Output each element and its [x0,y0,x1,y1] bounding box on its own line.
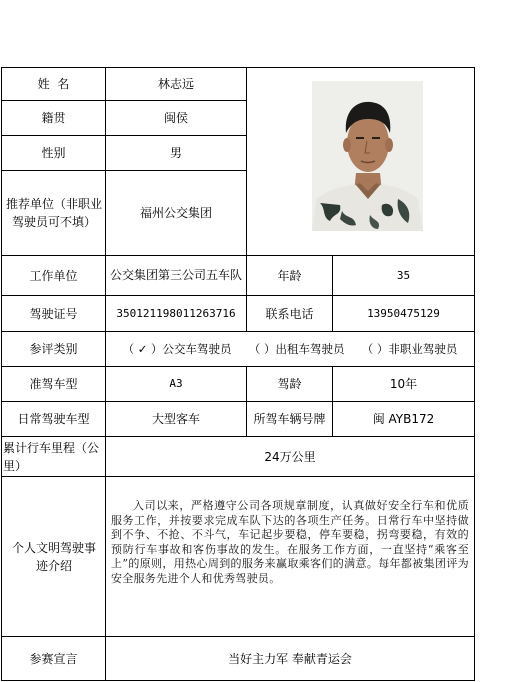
gender-label: 性别 [41,146,66,160]
daily-vehicle-value: 大型客车 [151,412,200,426]
age-value: 35 [396,268,411,282]
slogan-value: 当好主力军 奉献青运会 [228,651,352,666]
intro-text: 入司以来，严格遵守公司各项规章制度，认真做好安全行车和优质服务工作，并按要求完成车队下达的各项生产任务。日常行车中坚持做到不争、不抢、不斗气，车记起步要稳，停车要稳，拐弯要稳，有效的预防行车事故和客伤事故的发生。在服务工作方面，一直坚持“乘客至上”的原则，用热心周到的服务来赢取乘客们的满意。每年都被集团评为安全服务先进个人和优秀驾驶员。 [111,499,469,585]
category-option-bus: （ ✓ ）公交车驾驶员 [122,342,232,356]
category-options [106,332,474,366]
driver-photo [312,81,423,231]
age-label: 年龄 [277,268,302,283]
gender-value: 男 [169,146,182,160]
table-rule [474,67,475,681]
category-label: 参评类别 [29,342,78,356]
vehicle-type-value: A3 [169,377,183,390]
workplace-value: 公交集团第三公司五车队 [110,268,243,282]
phone-label: 联系电话 [265,306,314,321]
category-option-taxi: （ ）出租车驾驶员 [248,342,345,356]
plate-value: 闽 AYB172 [372,412,435,426]
driving-years-value: 10年 [389,377,418,391]
plate-label: 所驾车辆号牌 [253,412,326,426]
category-option-nonprofessional: （ ）非职业驾驶员 [361,342,458,356]
driving-years-label: 驾龄 [277,377,302,391]
name-label: 姓 名 [37,77,70,91]
mileage-value: 24万公里 [264,449,316,464]
slogan-label: 参赛宣言 [29,651,78,666]
phone-value: 13950475129 [367,306,440,320]
recommender-label: 推荐单位（非职业驾驶员可不填） [5,197,102,229]
intro-label: 个人文明驾驶事迹介绍 [11,540,96,573]
daily-vehicle-label: 日常驾驶车型 [17,412,90,426]
workplace-label: 工作单位 [29,268,78,283]
native-place-label: 籍贯 [41,111,66,125]
native-place-value: 闽侯 [163,111,188,125]
vehicle-type-label: 准驾车型 [29,377,78,391]
table-rule [246,67,247,256]
name-value: 林志远 [157,77,194,91]
recommender-value: 福州公交集团 [139,206,212,220]
license-value: 350121198011263716 [116,306,236,320]
table-rule [1,680,474,681]
mileage-label: 累计行车里程（公里） [3,440,100,473]
license-label: 驾驶证号 [29,306,78,321]
